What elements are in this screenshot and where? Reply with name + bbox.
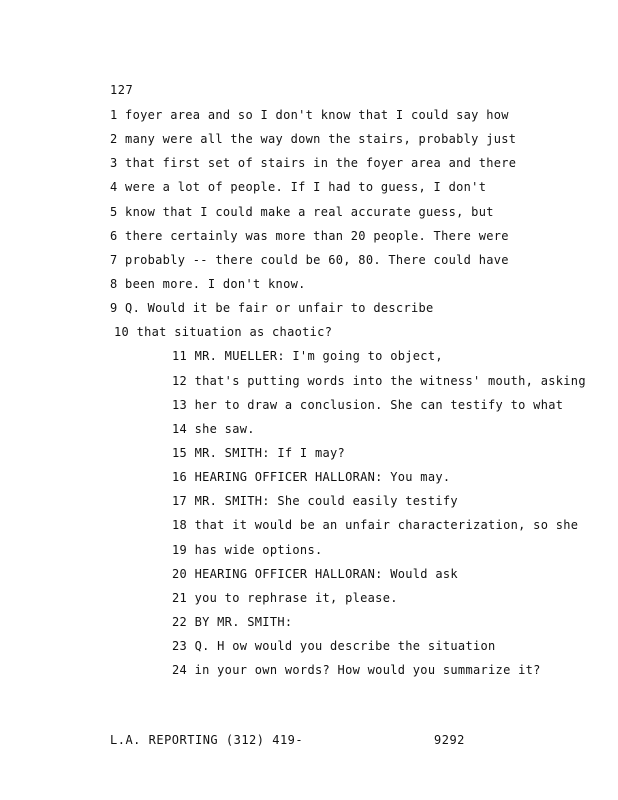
line-text: 1 foyer area and so I don't know that I could say how <box>110 108 509 122</box>
line-text: 2 many were all the way down the stairs, probably just <box>110 132 517 147</box>
transcript-line <box>0 542 618 566</box>
transcript-line <box>0 469 618 493</box>
transcript-line <box>0 348 618 372</box>
transcript-line <box>0 638 618 662</box>
line-text: 20 HEARING OFFICER HALLORAN: Would ask <box>172 566 458 581</box>
transcript-line <box>0 107 618 131</box>
transcript-line <box>0 397 618 421</box>
transcript-line <box>0 590 618 614</box>
transcript-line <box>0 421 618 445</box>
line-text: 8 been more. I don't know. <box>110 276 306 291</box>
footer-reporter <box>110 733 465 747</box>
line-text: 6 there certainly was more than 20 people. There were <box>110 228 509 243</box>
transcript-line <box>0 155 618 179</box>
line-text: 22 BY MR. SMITH: <box>172 614 293 629</box>
transcript-line <box>0 252 618 276</box>
line-text: 4 were a lot of people. If I had to guess, I don't <box>110 180 487 195</box>
transcript-line <box>0 373 618 397</box>
line-text: 14 she saw. <box>172 421 255 436</box>
footer-reporter-text: L.A. REPORTING (312) 419- <box>110 733 304 747</box>
line-text: 7 probably -- there could be 60, 80. There could have <box>110 252 509 267</box>
transcript-line <box>0 662 618 686</box>
transcript-line <box>0 493 618 517</box>
line-text: 9 Q. Would it be fair or unfair to describe <box>110 301 434 316</box>
line-text: 15 MR. SMITH: If I may? <box>172 445 346 460</box>
line-text: 23 Q. H ow would you describe the situation <box>172 639 496 654</box>
line-text: 18 that it would be an unfair characterization, so she <box>172 518 579 533</box>
transcript-line <box>0 179 618 203</box>
transcript-lines <box>0 107 618 686</box>
line-text: 5 know that I could make a real accurate guess, but <box>110 204 494 219</box>
line-text: 3 that first set of stairs in the foyer area and there <box>110 156 517 171</box>
transcript-line <box>0 228 618 252</box>
line-text: 16 HEARING OFFICER HALLORAN: You may. <box>172 470 451 485</box>
line-text: 24 in your own words? How would you summarize it? <box>172 663 541 678</box>
line-text: 21 you to rephrase it, please. <box>172 590 398 605</box>
line-text: 10 that situation as chaotic? <box>114 325 333 340</box>
line-text: 13 her to draw a conclusion. She can testify to what <box>172 397 564 412</box>
transcript-line <box>0 614 618 638</box>
transcript-line <box>0 131 618 155</box>
transcript-line <box>0 445 618 469</box>
transcript-line <box>0 566 618 590</box>
transcript-line <box>0 300 618 324</box>
line-text: 19 has wide options. <box>172 542 323 557</box>
transcript-line <box>0 276 618 300</box>
transcript-line <box>0 204 618 228</box>
transcript-line <box>0 517 618 541</box>
footer-phone-tail: 9292 <box>434 733 465 747</box>
line-text: 12 that's putting words into the witness' mouth, asking <box>172 373 586 388</box>
page-number: 127 <box>110 83 134 97</box>
transcript-line <box>0 324 618 348</box>
line-text: 11 MR. MUELLER: I'm going to object, <box>172 349 443 364</box>
line-text: 17 MR. SMITH: She could easily testify <box>172 494 458 509</box>
